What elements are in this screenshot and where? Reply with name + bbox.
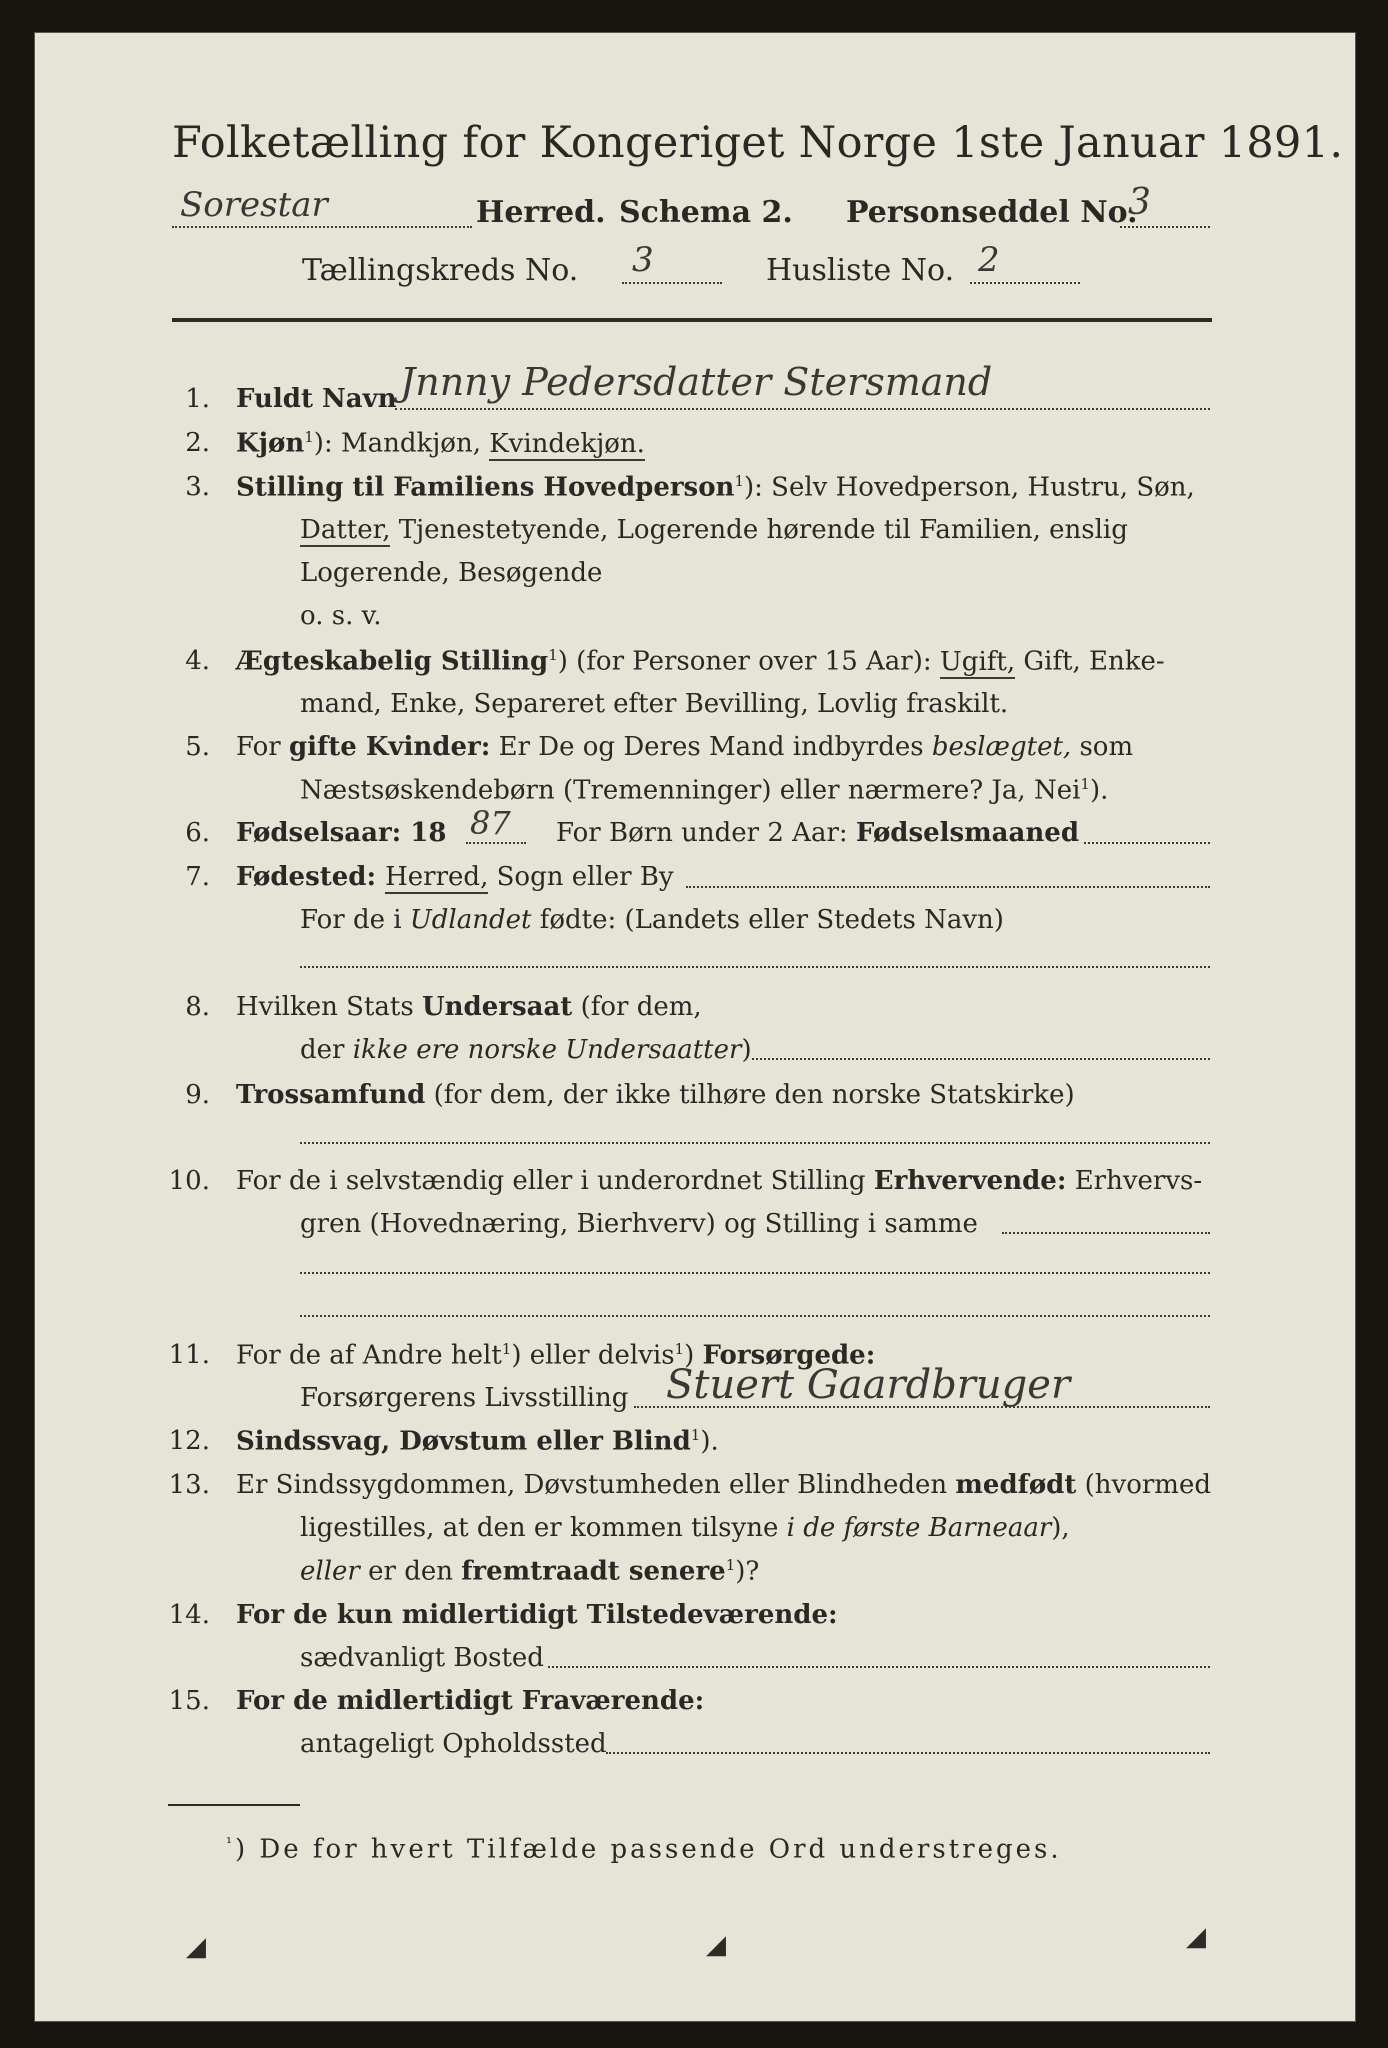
q8-number: 8.	[185, 992, 210, 1022]
q13-number: 13.	[168, 1470, 210, 1500]
schema-label: Schema 2.	[619, 195, 793, 230]
personseddel-label: Personseddel No.	[846, 195, 1138, 230]
q2-line: Kjøn$^1$): Mandkjøn, Kvindekjøn.	[236, 428, 645, 459]
q13-line3: eller er den fremtraadt senere$^1$)?	[300, 1556, 760, 1587]
q10-line1: For de i selvstændig eller i underordnet Stilling Erhvervende: Erhvervs-	[236, 1166, 1203, 1196]
q3-line1: Stilling til Familiens Hovedperson$^1$): Selv Hovedperson, Hustru, Søn,	[236, 472, 1195, 503]
q13-line2: ligestilles, at den er kommen tilsyne i de første Barneaar),	[300, 1513, 1070, 1543]
q11-line1: For de af Andre helt$^1$) eller delvis$^1$) Forsørgede:	[236, 1340, 876, 1371]
q7-line2: For de i Udlandet fødte: (Landets eller Stedets Navn)	[300, 905, 1004, 935]
q5-line1: For gifte Kvinder: Er De og Deres Mand indbyrdes beslægtet, som	[236, 732, 1134, 762]
q7-line1: Fødested: Herred, Sogn eller By	[236, 862, 674, 892]
q4-number: 4.	[185, 646, 210, 676]
q6-year-value: 87	[470, 804, 511, 842]
q10-number: 10.	[168, 1166, 210, 1196]
q1-full-name: Jnnny Pedersdatter Stersmand	[400, 360, 993, 404]
census-form-sheet	[34, 32, 1356, 2022]
q3-line3: Logerende, Besøgende	[300, 558, 603, 588]
q11-forsorger-value: Stuert Gaardbruger	[666, 1362, 1071, 1408]
q3-line2: Datter, Tjenestetyende, Logerende hørende til Familien, enslig	[300, 515, 1128, 545]
taellingskreds-value: 3	[632, 240, 654, 280]
footnote: $^{^1}$) De for hvert Tilfælde passende Ord understreges.	[226, 1834, 1062, 1865]
q4-line2: mand, Enke, Separeret efter Bevilling, Lovlig fraskilt.	[300, 689, 1009, 719]
q11-number: 11.	[168, 1340, 210, 1370]
q14-line2: sædvanligt Bosted	[300, 1643, 544, 1673]
q15-line2: antageligt Opholdssted	[300, 1729, 607, 1759]
q1-label: Fuldt Navn	[236, 384, 397, 414]
q15-number: 15.	[168, 1686, 210, 1716]
q14-number: 14.	[168, 1600, 210, 1630]
q14-line1: For de kun midlertidigt Tilstedeværende:	[236, 1600, 838, 1630]
q8-line1: Hvilken Stats Undersaat (for dem,	[236, 992, 702, 1022]
q4-selected-ugift: Ugift,	[939, 646, 1016, 677]
herred-label: Herred.	[476, 195, 606, 230]
q3-number: 3.	[185, 472, 210, 502]
q15-line1: For de midlertidigt Fraværende:	[236, 1686, 705, 1716]
q12-line: Sindssvag, Døvstum eller Blind$^1$).	[236, 1426, 719, 1457]
q9-line: Trossamfund (for dem, der ikke tilhøre den norske Statskirke)	[236, 1080, 1075, 1110]
q7-selected-herred: Herred,	[385, 862, 489, 892]
header-rule	[172, 318, 1212, 322]
herred-handwritten: Sorestar	[180, 185, 328, 225]
form-title: Folketælling for Kongeriget Norge 1ste Januar 1891.	[172, 118, 1344, 168]
q5-line2: Næstsøskendebørn (Tremenninger) eller nærmere? Ja, Nei$^1$).	[300, 775, 1109, 806]
footnote-rule	[168, 1804, 300, 1806]
q12-number: 12.	[168, 1426, 210, 1456]
corner-mark-left: ◢	[186, 1932, 206, 1962]
q6-label: Fødselsaar: 18	[236, 818, 447, 848]
q8-line2: der ikke ere norske Undersaatter)	[300, 1035, 752, 1065]
q6-text: For Børn under 2 Aar: Fødselsmaaned	[556, 818, 1080, 848]
q4-line1: Ægteskabelig Stilling$^1$) (for Personer over 15 Aar): Ugift, Gift, Enke-	[236, 646, 1165, 677]
q1-number: 1.	[185, 384, 210, 414]
q3-line4: o. s. v.	[300, 601, 382, 631]
q3-selected-datter: Datter,	[300, 515, 391, 545]
q10-line2: gren (Hovednæring, Bierhverv) og Stilling i samme	[300, 1209, 978, 1239]
q6-number: 6.	[185, 818, 210, 848]
q2-selected-kvindekjon: Kvindekjøn.	[489, 428, 645, 459]
q5-number: 5.	[185, 732, 210, 762]
corner-mark-right: ◢	[1186, 1922, 1206, 1952]
husliste-value: 2	[978, 240, 1000, 280]
corner-mark-center: ◢	[706, 1930, 726, 1960]
husliste-label: Husliste No.	[766, 253, 955, 288]
q13-line1: Er Sindssygdommen, Døvstumheden eller Blindheden medfødt (hvormed	[236, 1470, 1211, 1500]
personseddel-value: 3	[1128, 182, 1151, 223]
q9-number: 9.	[185, 1080, 210, 1110]
taellingskreds-label: Tællingskreds No.	[302, 253, 579, 288]
q2-number: 2.	[185, 428, 210, 458]
q11-line2: Forsørgerens Livsstilling	[300, 1383, 629, 1413]
q7-number: 7.	[185, 862, 210, 892]
